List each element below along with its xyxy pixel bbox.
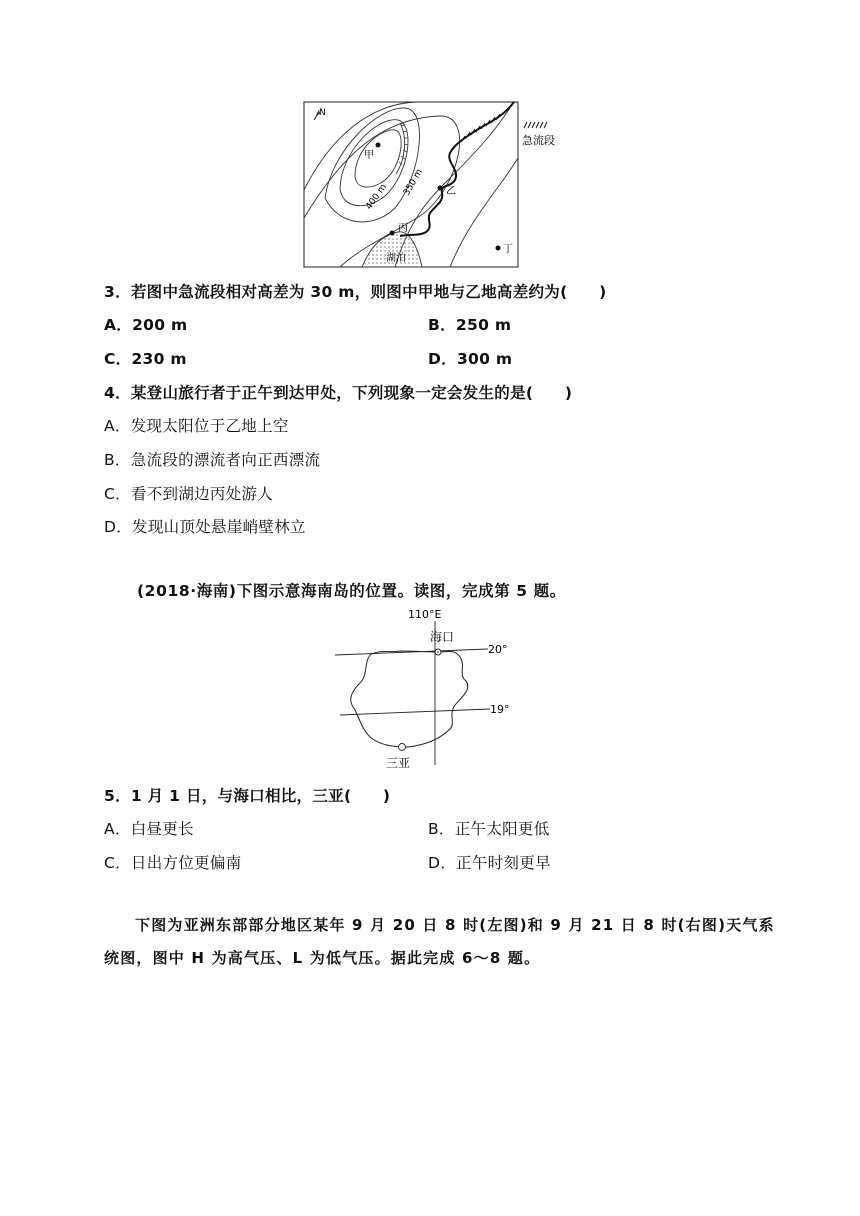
q3-option-b: B．250 m	[428, 316, 512, 334]
hainan-map	[330, 605, 530, 775]
haikou-label: 海口	[430, 630, 455, 644]
legend-label: 急流段	[522, 134, 555, 147]
q4-option-d: D．发现山顶处悬崖峭壁林立	[104, 518, 306, 536]
latitude-line-19	[340, 709, 490, 715]
contour-label-400: 400 m	[364, 182, 389, 212]
sanya-label: 三亚	[386, 756, 411, 770]
q5-option-d: D．正午时刻更早	[428, 854, 551, 872]
q6-intro-line2: 统图，图中 H 为高气压、L 为低气压。据此完成 6～8 题。	[104, 949, 541, 967]
q5-intro: (2018·海南)下图示意海南岛的位置。读图，完成第 5 题。	[137, 582, 566, 600]
sanya-marker	[399, 744, 406, 751]
north-label: N	[319, 108, 326, 118]
point-bing	[390, 231, 395, 236]
rapids-legend-icon	[524, 122, 547, 128]
lat20-label: 20°	[488, 643, 508, 656]
q3-stem: 3．若图中急流段相对高差为 30 m，则图中甲地与乙地高差约为( )	[104, 283, 607, 301]
topographic-map	[300, 98, 570, 270]
lake-label: 湖泊	[386, 253, 406, 264]
q4-stem: 4．某登山旅行者于正午到达甲处，下列现象一定会发生的是( )	[104, 384, 573, 402]
latitude-line-20	[335, 649, 488, 655]
q5-option-a: A．白昼更长	[104, 820, 194, 838]
longitude-label: 110°E	[408, 608, 442, 621]
point-yi	[438, 186, 443, 191]
label-ding: 丁	[503, 244, 513, 255]
contour-label-350: 350 m	[401, 167, 426, 198]
point-jia	[376, 143, 381, 148]
q3-option-c: C．230 m	[104, 350, 187, 368]
q6-intro-line1: 下图为亚洲东部部分地区某年 9 月 20 日 8 时(左图)和 9 月 21 日 8 时(右图)天气系	[135, 916, 775, 934]
q5-option-b: B．正午太阳更低	[428, 820, 550, 838]
q3-option-a: A．200 m	[104, 316, 188, 334]
q4-option-c: C．看不到湖边丙处游人	[104, 485, 274, 503]
q4-option-a: A．发现太阳位于乙地上空	[104, 417, 289, 435]
q5-option-c: C．日出方位更偏南	[104, 854, 242, 872]
hainan-island-outline	[351, 651, 468, 747]
label-yi: 乙	[446, 186, 456, 197]
label-jia: 甲	[364, 150, 374, 161]
q5-stem: 5．1 月 1 日，与海口相比，三亚( )	[104, 787, 391, 805]
haikou-dot	[437, 651, 439, 653]
label-bing: 丙	[398, 223, 408, 234]
point-ding	[496, 246, 501, 251]
q4-option-b: B．急流段的漂流者向正西漂流	[104, 451, 321, 469]
lat19-label: 19°	[490, 703, 510, 716]
q3-option-d: D．300 m	[428, 350, 513, 368]
